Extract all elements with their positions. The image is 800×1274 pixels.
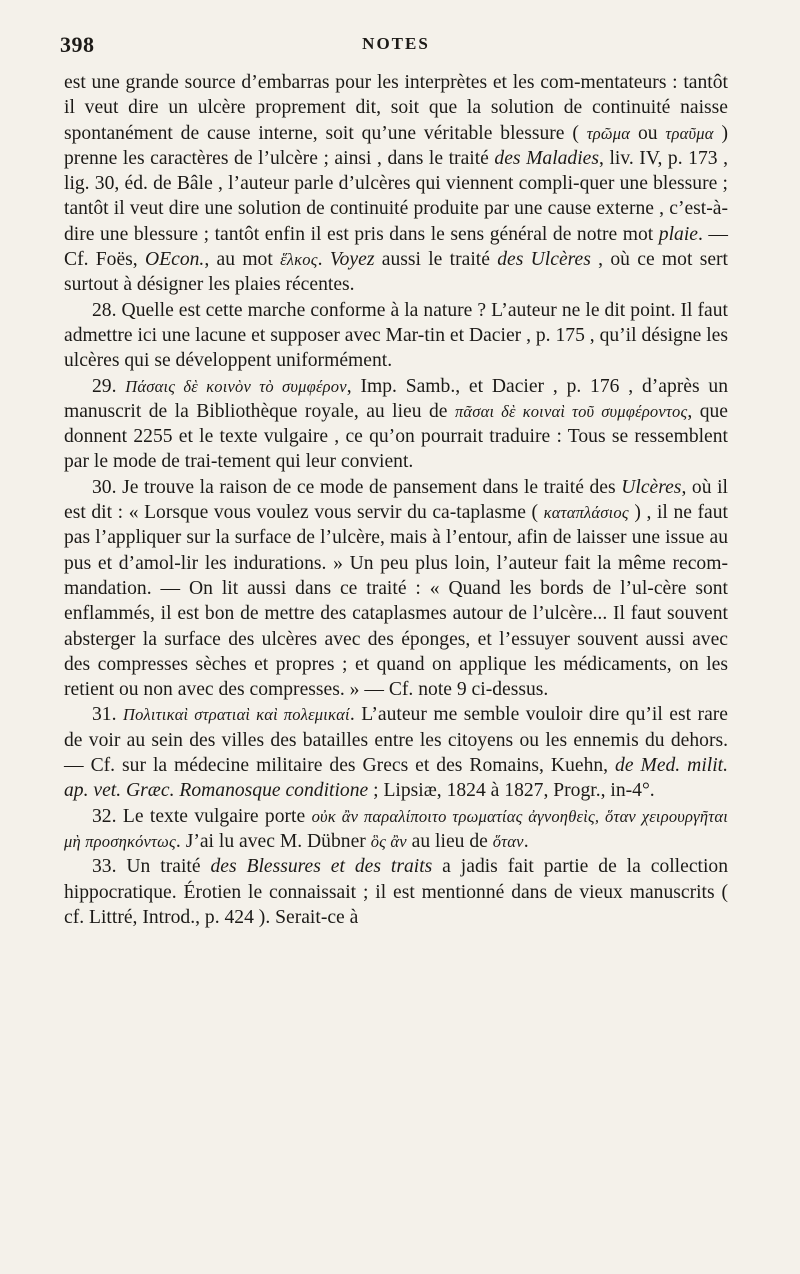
italic-title: des Maladies	[494, 147, 599, 169]
italic-title: plaie	[658, 223, 698, 245]
text-run: , au mot	[204, 249, 281, 271]
note-paragraph-30	[64, 475, 728, 703]
text-run: a jadis fait partie de la collection hippocratique. Érotien le connaissait ; il est mentionné dans de vieux manuscrits ( cf. Littré, Introd., p. 424 ). Serait-ce à	[64, 856, 728, 928]
italic-title: OEcon.	[145, 249, 205, 271]
text-run: 28. Quelle est cette marche conforme à la nature ? L’auteur ne le dit point. Il faut admettre ici une lacune et supposer avec Mar-tin et Dacier , p. 175 , qu’il désigne les ulcères qui se développent uniformément.	[64, 299, 728, 372]
text-run: 32. Le texte vulgaire porte	[92, 805, 312, 827]
greek-text: ὃς ἂν	[370, 831, 407, 851]
note-paragraph-31	[64, 702, 728, 803]
text-run: . L’auteur me semble vouloir dire qu’il est rare de voir au sein des villes des batailles entre les citoyens ou les ennemis du dehors. — Cf. sur la médecine militaire des Grecs et des Romains, Kuehn,	[64, 704, 729, 777]
italic-title: Ulcères	[621, 476, 682, 498]
text-run: au lieu de	[406, 830, 493, 852]
text-run: , où ce mot sert surtout à désigner les plaies récentes.	[64, 249, 729, 296]
greek-text: καταπλάσιος	[543, 503, 629, 523]
italic-title: des Ulcères	[497, 249, 591, 271]
text-run: 31.	[92, 704, 123, 726]
note-paragraph-28	[64, 298, 728, 374]
text-run: ou	[630, 122, 666, 144]
text-run: , Imp. Samb., et Dacier , p. 176 , d’après un manuscrit de la Bibliothèque royale, au lieu de	[64, 375, 728, 422]
text-run: . J’ai lu avec M. Dübner	[175, 830, 371, 852]
text-run: 30. Je trouve la raison de ce mode de pansement dans le traité des	[92, 476, 622, 498]
text-run: . — Cf. Foës,	[64, 223, 729, 271]
text-run: 29.	[92, 375, 126, 397]
text-run: est une grande source d’embarras pour les interprètes et les com-mentateurs : tantôt il veut dire un ulcère proprement dit, soit que la solution de continuité naisse spontanément de cause interne, soit qu’une véritable blessure (	[64, 72, 728, 144]
notes-body	[64, 70, 728, 930]
note-paragraph-29	[64, 374, 728, 475]
note-paragraph-cont	[64, 70, 728, 298]
italic-title: des Blessures et des traits	[210, 856, 433, 878]
note-paragraph-32	[64, 804, 728, 855]
text-run: , liv. IV, p. 173 , lig. 30, éd. de Bâle , l’auteur parle d’ulcères qui viennent compli-quer une blessure ; tantôt il veut dire une solution de continuité produite par une cause externe , c’est-à-dire une blessure ; tantôt enfin il est pris dans le sens général de notre mot	[64, 147, 728, 245]
greek-text: τρῶμα	[586, 123, 631, 143]
greek-text: Πολιτικαὶ στρατιαὶ καὶ πολεμικαί	[122, 705, 350, 725]
page-number: 398	[60, 32, 95, 57]
greek-text: οὐκ ἂν παραλίποιτο τρωματίας ἀγνοηθεὶς, ὅταν χειρουργῆται μὴ προσηκόντως	[64, 806, 728, 851]
italic-title: Voyez	[329, 249, 375, 271]
greek-text: Πάσαις δὲ κοινὸν τὸ συμφέρον	[125, 376, 347, 396]
greek-text: ἕλκος	[280, 250, 318, 270]
text-run: ) , il ne faut pas l’appliquer sur la surface de l’ulcère, mais à l’entour, afin de laisser une issue au pus et d’amol-lir les indurations. » Un peu plus loin, l’auteur fait la même recom-mandation. — On lit aussi dans ce traité : « Quand les bords de l’ul-cère sont enflammés, il est bon de mettre des cataplasmes autour de l’ulcère... Il faut souvent absterger la surface des ulcères avec des éponges, et l’essuyer souvent aussi avec des compresses sèches et propres ; et quand on applique les médicaments, on les retient ou non avec des compresses. » — Cf. note 9 ci-dessus.	[64, 502, 728, 701]
note-paragraph-33	[64, 854, 728, 930]
greek-text: ὅταν	[492, 831, 524, 851]
text-run: .	[317, 249, 330, 271]
text-run: , que donnent 2255 et le texte vulgaire , ce qu’on pourrait traduire : Tous se ressemblent par le mode de trai-tement qui leur convient.	[64, 400, 728, 473]
running-head: NOTES	[362, 34, 430, 53]
text-run: ) prenne les caractères de l’ulcère ; ainsi , dans le traité	[64, 122, 728, 169]
text-run: ; Lipsiæ, 1824 à 1827, Progr., in-4°.	[368, 780, 655, 802]
italic-title: de Med. milit. ap. vet. Græc. Romanosque conditione	[64, 755, 729, 802]
text-run: .	[523, 830, 529, 852]
greek-text: πᾶσαι δὲ κοιναὶ τοῦ συμφέροντος	[454, 401, 688, 421]
text-run: 33. Un traité	[92, 856, 211, 878]
page-header	[60, 28, 728, 70]
text-run: , où il est dit : « Lorsque vous voulez vous servir du ca-taplasme (	[64, 476, 728, 524]
text-run: aussi le traité	[374, 249, 498, 271]
book-page	[60, 28, 729, 1248]
greek-text: τραῦμα	[665, 123, 714, 143]
